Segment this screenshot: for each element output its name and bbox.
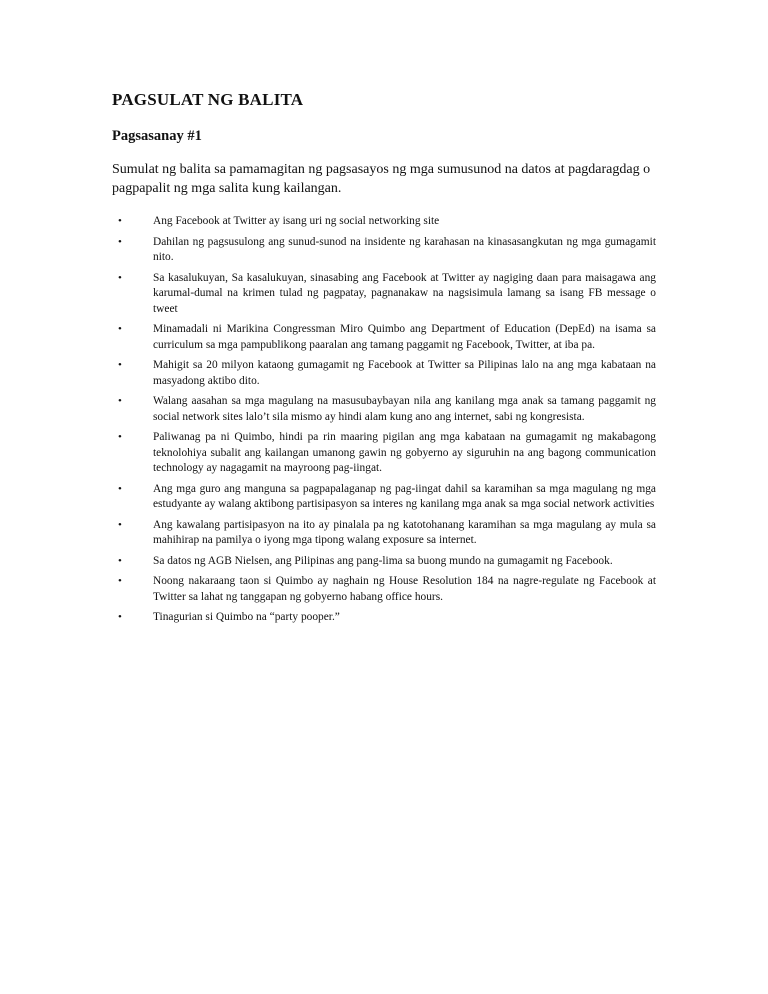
list-item-text: Minamadali ni Marikina Congressman Miro Quimbo ang Department of Education (DepEd) na isama sa curriculum sa mga pampublikong paaralan ang tamang paggamit ng Facebook, Twitter, at iba pa. xyxy=(153,323,656,351)
bullet-icon: • xyxy=(118,518,122,531)
list-item-text: Ang mga guro ang manguna sa pagpapalaganap ng pag-iingat dahil sa karamihan sa mga magulang ng mga estudyante ay walang aktibong partisipasyon sa interes ng kanilang mga anak sa mga social network activities xyxy=(153,482,656,510)
list-item xyxy=(112,482,656,513)
bullet-icon: • xyxy=(118,395,122,407)
bullet-icon: • xyxy=(118,575,122,587)
document-title: PAGSULAT NG BALITA xyxy=(112,90,304,109)
list-item xyxy=(112,554,656,570)
bullet-icon: • xyxy=(118,554,122,567)
list-item-text: Paliwanag pa ni Quimbo, hindi pa rin maaring pigilan ang mga kabataan na gumagamit ng makabagong teknolohiya subalit ang kailangan umanong gawin ng gobyerno ay siguruhin na ang bagong communication technology ay nagagamit na mayroong pag-iingat. xyxy=(153,431,656,474)
list-item-text: Ang kawalang partisipasyon na ito ay pinalala pa ng katotohanang karamihan sa mga magulang ay mula sa mahihirap na pamilya o iyong mga tipong walang exposure sa internet. xyxy=(153,518,656,546)
list-item xyxy=(112,518,656,549)
exercise-heading: Pagsasanay #1 xyxy=(112,128,202,144)
list-item xyxy=(112,214,656,230)
instructions-paragraph: Sumulat ng balita sa pamamagitan ng pagsasayos ng mga sumusunod na datos at pagdaragdag o pagpapalit ng mga salita kung kailangan. xyxy=(112,162,651,196)
bullet-icon: • xyxy=(118,611,122,623)
list-item xyxy=(112,271,656,318)
list-item-text: Mahigit sa 20 milyon kataong gumagamit ng Facebook at Twitter sa Pilipinas lalo na ang mga kabataan na masyadong aktibo dito. xyxy=(153,359,656,387)
bullet-icon: • xyxy=(118,215,122,227)
fact-list xyxy=(112,214,656,626)
list-item xyxy=(112,610,656,626)
bullet-icon: • xyxy=(118,323,122,335)
document-page xyxy=(112,88,656,631)
list-item xyxy=(112,322,656,353)
list-item xyxy=(112,235,656,266)
list-item-text: Ang Facebook at Twitter ay isang uri ng social networking site xyxy=(153,215,440,227)
list-item-text: Sa datos ng AGB Nielsen, ang Pilipinas ang pang-lima sa buong mundo na gumagamit ng Facebook. xyxy=(153,554,613,567)
list-item xyxy=(112,574,656,605)
bullet-icon: • xyxy=(118,235,122,248)
list-item-text: Noong nakaraang taon si Quimbo ay naghain ng House Resolution 184 na nagre-regulate ng Facebook at Twitter sa lahat ng tanggapan ng gobyerno habang office hours. xyxy=(153,575,656,603)
list-item-text: Tinagurian si Quimbo na “party pooper.” xyxy=(153,611,340,623)
list-item xyxy=(112,394,656,425)
list-item xyxy=(112,430,656,477)
list-item-text: Walang aasahan sa mga magulang na masusubaybayan nila ang kanilang mga anak sa tamang paggamit ng social network sites lalo’t sila mismo ay hindi alam kung ano ang internet, sabi ng kongresista. xyxy=(153,395,656,423)
list-item xyxy=(112,358,656,389)
bullet-icon: • xyxy=(118,359,122,371)
bullet-icon: • xyxy=(118,271,122,284)
list-item-text: Sa kasalukuyan, Sa kasalukuyan, sinasabing ang Facebook at Twitter ay nagiging daan para maisagawa ang karumal-dumal na krimen tulad ng pagpatay, pagnanakaw na nagsisimula lamang sa isang FB message o tweet xyxy=(153,271,656,315)
bullet-icon: • xyxy=(118,482,122,495)
bullet-icon: • xyxy=(118,431,122,443)
list-item-text: Dahilan ng pagsusulong ang sunud-sunod na insidente ng karahasan na kinasasangkutan ng mga gumagamit nito. xyxy=(153,235,656,263)
